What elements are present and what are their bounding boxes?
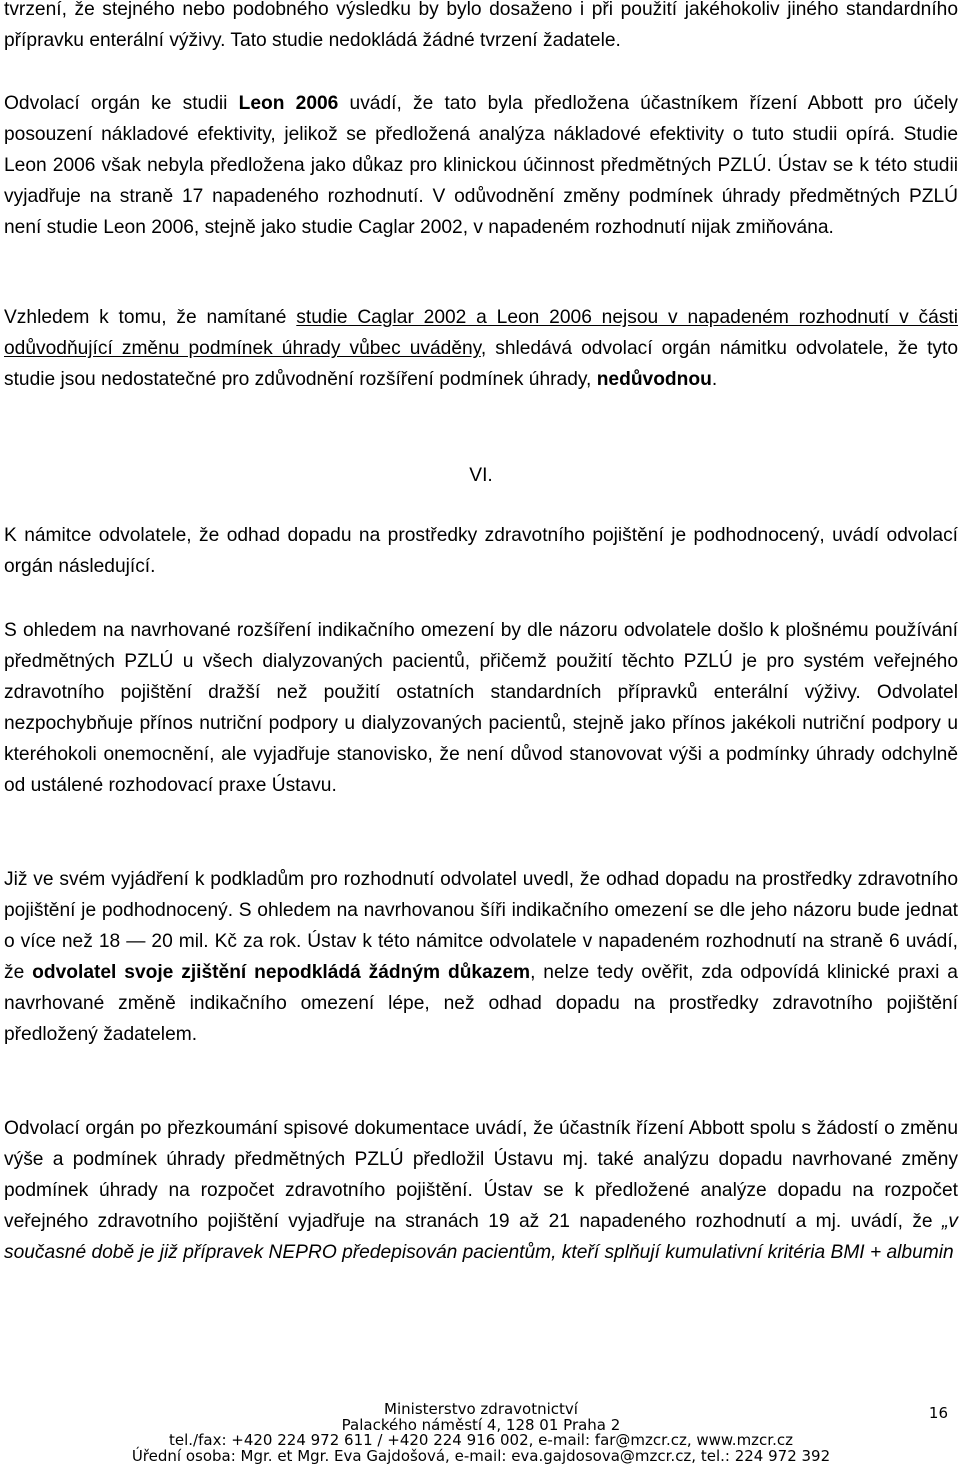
paragraph-objection: S ohledem na navrhované rozšíření indikačního omezení by dle názoru odvolatele došlo k plošnému používání předmětných PZLÚ u všech dialyzovaných pacientů, přičemž použití těchto PZLÚ je pro systém veřejného zdravotního pojištění dražší než použití ostatních standardních přípravků enterální výživy. Odvolatel nezpochybňuje přínos nutriční podpory u dialyzovaných pacientů, stejně jako přínos jakékoli nutriční podpory u kteréhokoli onemocnění, ale vyjadřuje stanovisko, že není důvod stanovovat výši a podmínky úhrady odchylně od ustálené rozhodovací praxe Ústavu. (4, 620, 958, 796)
paragraph-text: . (711, 369, 718, 390)
paragraph-text: Odvolací orgán ke studii (4, 93, 239, 114)
paragraph-conclusion (4, 302, 958, 395)
paragraph-text: Již ve svém vyjádření k podkladům pro rozhodnutí odvolatel uvedl, že odhad dopadu na prostředky zdravotního pojištění je podhodnocený. S ohledem na navrhovanou šíři indikačního omezení se dle jeho názoru bude jednat o více než 18 — 20 mil. Kč za rok. Ústav k této námitce odvolatele v napadeném rozhodnutí na straně 6 uvádí, že (4, 869, 958, 983)
paragraph-text: uvádí, že tato byla předložena účastníkem řízení Abbott pro účely posouzení nákladové efektivity, jelikož se předložená analýza nákladové efektivity o tuto studii opírá. Studie Leon 2006 však nebyla předložena jako důkaz pro klinickou účinnost předmětných PZLÚ. Ústav se k této studii vyjadřuje na straně 17 napadeného rozhodnutí. V odůvodnění změny podmínek úhrady předmětných PZLÚ není studie Leon 2006, stejně jako studie Caglar 2002, v napadeném rozhodnutí nijak zmiňována. (4, 93, 958, 238)
footer-ministry: Ministerstvo zdravotnictví (384, 1400, 578, 1418)
footer-address: Palackého náměstí 4, 128 01 Praha 2 (341, 1415, 621, 1434)
paragraph-text: Odvolací orgán po přezkoumání spisové dokumentace uvádí, že účastník řízení Abbott spolu s žádostí o změnu výše a podmínek úhrady předmětných PZLÚ předložil Ústavu mj. také analýzu dopadu navrhované změny podmínek úhrady na rozpočet zdravotního pojištění. Ústav se k předložené analýze dopadu na rozpočet veřejného zdravotního pojištění vyjadřuje na stranách 19 až 21 napadeného rozhodnutí a mj. uvádí, že (4, 1118, 958, 1232)
section-heading: VI. (469, 465, 493, 486)
paragraph-text: , shledává odvolací orgán námitku odvolatele, že tyto studie jsou nedostatečné pro zdůvodnění rozšíření podmínek úhrady, (4, 338, 958, 390)
italic-quote: „v současné době je již přípravek NEPRO předepisován pacientům, kteří splňují kumulativní kritéria BMI + albumin (4, 1211, 958, 1263)
paragraph-leon-2006 (4, 88, 958, 243)
paragraph-text: tvrzení, že stejného nebo podobného výsledku by bylo dosaženo i při použití jakéhokoliv jiného standardního přípravku enterální výživy. Tato studie nedokládá žádné tvrzení žadatele. (4, 0, 958, 51)
paragraph-text: Vzhledem k tomu, že namítané (4, 307, 297, 328)
paragraph-continuation (4, 0, 958, 56)
page-number: 16 (928, 1404, 948, 1422)
page-footer (4, 1402, 958, 1464)
document-page (4, 0, 958, 1484)
bold-text: Leon 2006 (238, 93, 339, 114)
paragraph-intro: K námitce odvolatele, že odhad dopadu na prostředky zdravotního pojištění je podhodnocený, uvádí odvolací orgán následující. (4, 525, 958, 577)
paragraph-review (4, 1113, 958, 1268)
footer-official: Úřední osoba: Mgr. et Mgr. Eva Gajdošová, e-mail: eva.gajdosova@mzcr.cz, tel.: 224 972 392 (131, 1446, 831, 1465)
footer-contact: tel./fax: +420 224 972 611 / +420 224 916 002, e-mail: far@mzcr.cz, www.mzcr.cz (169, 1431, 793, 1449)
underlined-text: studie Caglar 2002 a Leon 2006 nejsou v napadeném rozhodnutí v části odůvodňující změnu podmínek úhrady vůbec uváděny (4, 307, 959, 359)
paragraph-text: , nelze tedy ověřit, zda odpovídá klinické praxi a navrhované změně indikačního omezení lépe, než odhad dopadu na prostředky zdravotního pojištění předložený žadatelem. (4, 962, 958, 1045)
paragraph-statement (4, 864, 958, 1050)
bold-text: odvolatel svoje zjištění nepodkládá žádným důkazem (32, 962, 531, 983)
bold-text: nedůvodnou (596, 369, 712, 390)
